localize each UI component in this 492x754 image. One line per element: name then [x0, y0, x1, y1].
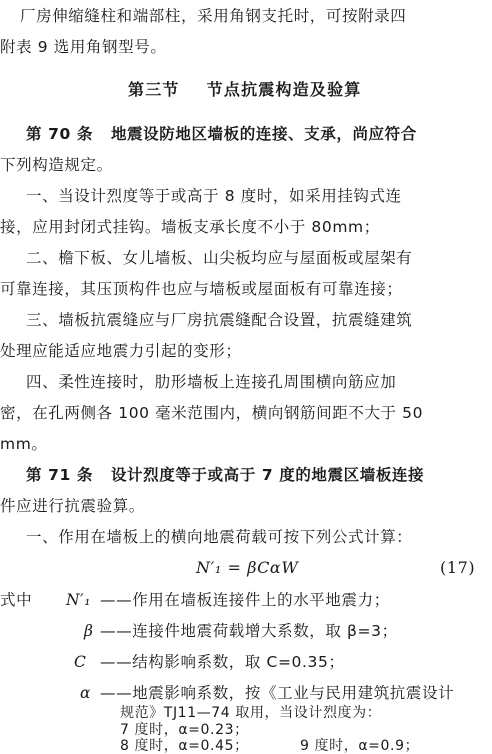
where-label: 式中: [0, 591, 33, 609]
section-heading: 第三节 节点抗震构造及验算: [128, 80, 362, 99]
text-line: 可靠连接，其压顶构件也应与墙板或屋面板有可靠连接；: [0, 280, 403, 298]
text-line: 三、墙板抗震缝应与厂房抗震缝配合设置，抗震缝建筑: [26, 311, 413, 329]
equation-number: (17): [440, 558, 476, 577]
symbol-alpha: α: [80, 684, 92, 702]
text-line: 一、当设计烈度等于或高于 8 度时，如采用挂钩式连: [26, 187, 402, 205]
alpha-value-8: 8 度时，α=0.45；: [120, 738, 249, 754]
definition-continuation: 规范》TJ11—74 取用，当设计烈度为：: [120, 705, 382, 721]
alpha-value-9: 9 度时，α=0.9；: [300, 738, 420, 754]
text-line: 处理应能适应地震力引起的变形；: [0, 342, 242, 360]
alpha-value-7: 7 度时，α=0.23；: [120, 722, 249, 738]
text-line: 二、檐下板、女儿墙板、山尖板均应与屋面板或屋架有: [26, 249, 413, 267]
text-line: 四、柔性连接时，肋形墙板上连接孔周围横向筋应加: [26, 373, 397, 391]
text-line: 附表 9 选用角钢型号。: [0, 38, 167, 56]
definition-text: ——地震影响系数，按《工业与民用建筑抗震设计: [100, 684, 455, 702]
definition-text: ——作用在墙板连接件上的水平地震力；: [100, 591, 390, 609]
formula: N′₁ = βCαW: [196, 558, 299, 577]
article-70-line: 第 70 条 地震设防地区墙板的连接、支承，尚应符合: [26, 125, 417, 143]
definition-text: ——结构影响系数，取 C=0.35；: [100, 653, 345, 671]
text-line: 一、作用在墙板上的横向地震荷载可按下列公式计算：: [26, 528, 413, 546]
symbol-C: C: [74, 653, 87, 671]
text-line: 密，在孔两侧各 100 毫米范围内，横向钢筋间距不大于 50: [0, 404, 424, 422]
text-line: mm。: [0, 435, 48, 453]
symbol-beta: β: [84, 622, 94, 640]
text-line: 厂房伸缩缝柱和端部柱，采用角钢支托时，可按附录四: [20, 7, 407, 25]
article-71-line: 第 71 条 设计烈度等于或高于 7 度的地震区墙板连接: [26, 466, 425, 484]
text-line: 下列构造规定。: [0, 156, 113, 174]
definition-text: ——连接件地震荷载增大系数，取 β=3；: [100, 622, 398, 640]
text-line: 件应进行抗震验算。: [0, 497, 145, 515]
symbol-N1: N′₁: [66, 591, 92, 609]
text-line: 接，应用封闭式挂钩。墙板支承长度不小于 80mm；: [0, 218, 380, 236]
